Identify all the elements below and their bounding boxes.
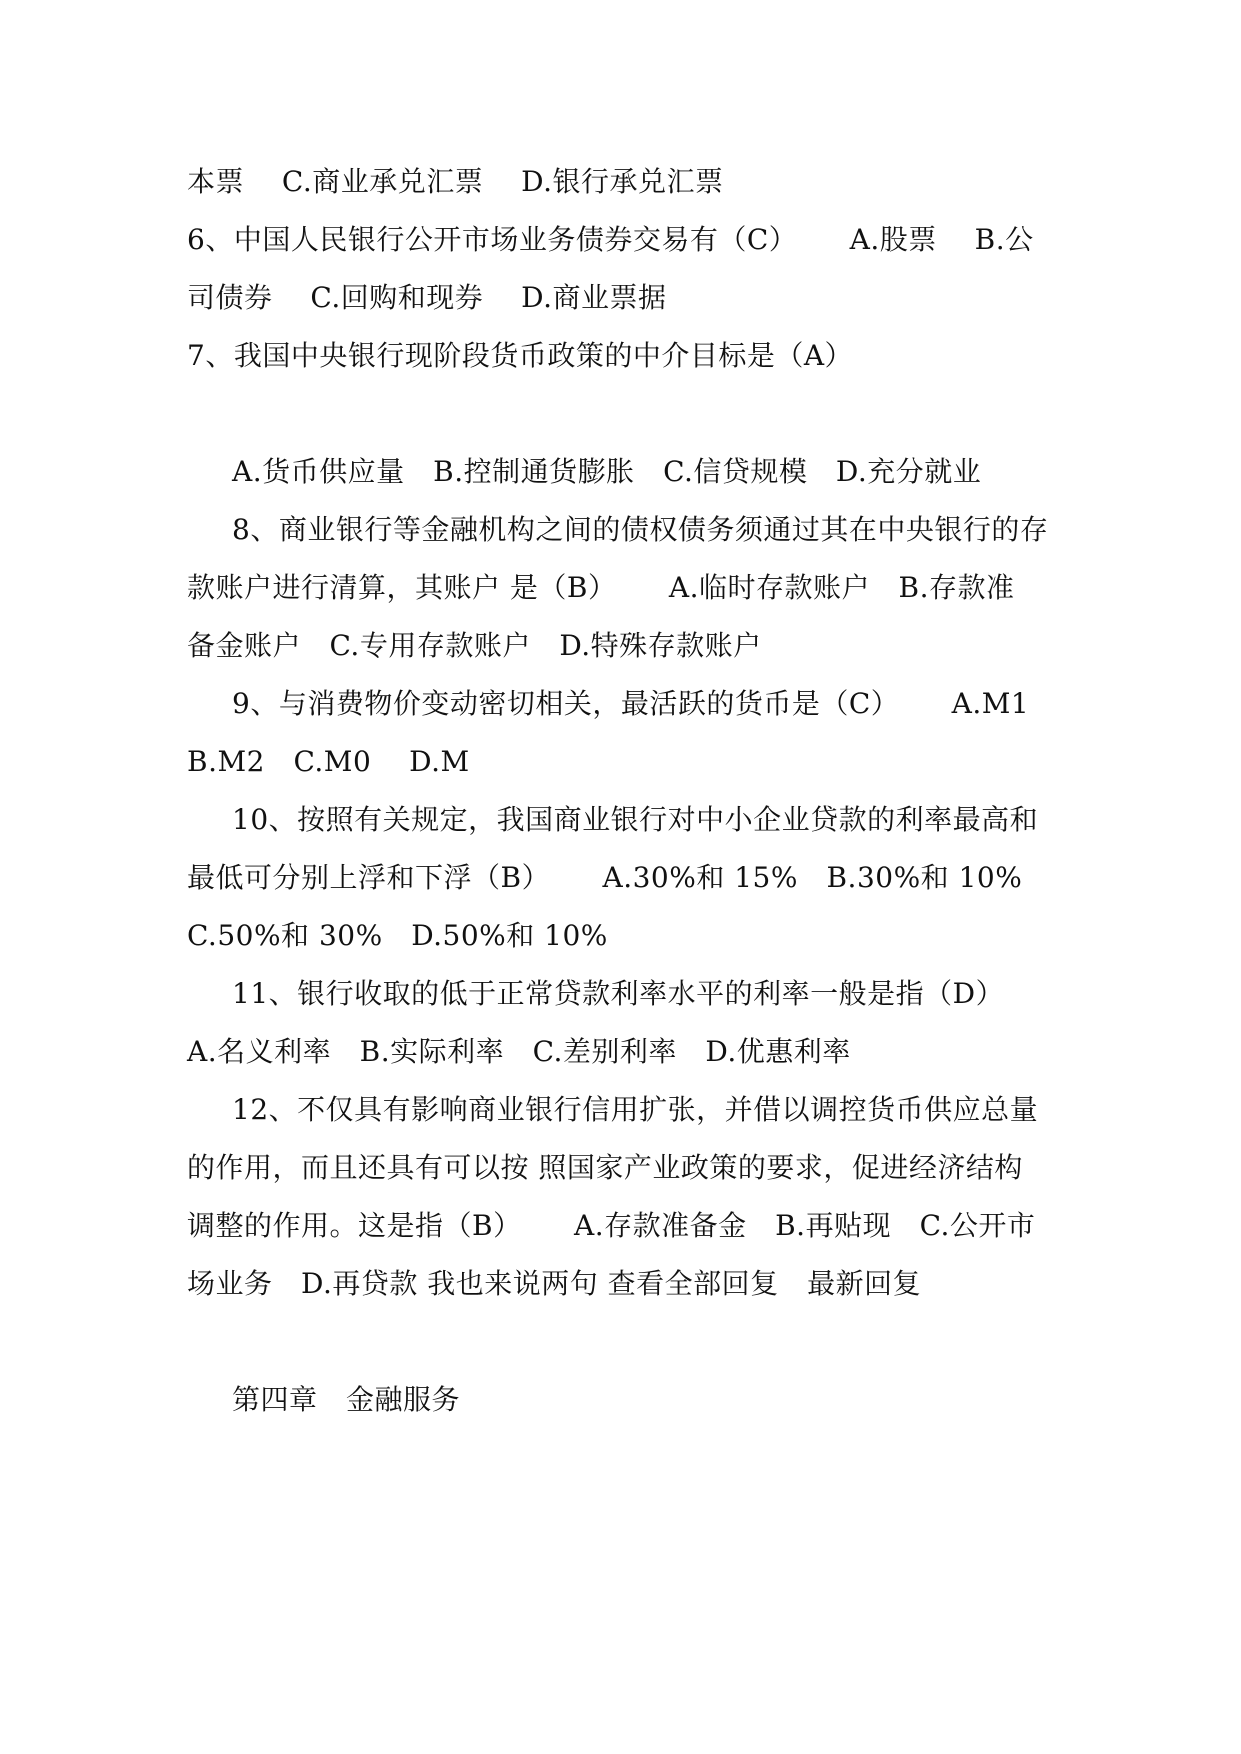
question-10: 10、按照有关规定，我国商业银行对中小企业贷款的利率最高和 (232, 803, 1039, 836)
question-12: 12、不仅具有影响商业银行信用扩张，并借以调控货币供应总量 (232, 1093, 1039, 1126)
question-7: 7、我国中央银行现阶段货币政策的中介目标是（A） (187, 339, 854, 372)
text-line: 的作用，而且还具有可以按 照国家产业政策的要求，促进经济结构 (187, 1151, 1023, 1184)
question-6: 6、中国人民银行公开市场业务债券交易有（C） A.股票 B.公 (187, 223, 1034, 256)
text-line: A.名义利率 B.实际利率 C.差别利率 D.优惠利率 (187, 1035, 851, 1068)
text-line: 备金账户 C.专用存款账户 D.特殊存款账户 (187, 629, 762, 662)
chapter-heading: 第四章 金融服务 (232, 1383, 461, 1416)
text-line: B.M2 C.M0 D.M (187, 745, 470, 778)
text-line: 场业务 D.再贷款 我也来说两句 查看全部回复 最新回复 (187, 1267, 922, 1300)
text-line: 本票 C.商业承兑汇票 D.银行承兑汇票 (187, 165, 724, 198)
question-8: 8、商业银行等金融机构之间的债权债务须通过其在中央银行的存 (232, 513, 1049, 546)
question-9: 9、与消费物价变动密切相关，最活跃的货币是（C） A.M1 (232, 687, 1030, 720)
question-7-options: A.货币供应量 B.控制通货膨胀 C.信贷规模 D.充分就业 (232, 455, 982, 488)
question-11: 11、银行收取的低于正常贷款利率水平的利率一般是指（D） (232, 977, 1005, 1010)
text-line: 司债券 C.回购和现券 D.商业票据 (187, 281, 667, 314)
text-line: C.50%和 30% D.50%和 10% (187, 919, 608, 952)
text-line: 最低可分别上浮和下浮（B） A.30%和 15% B.30%和 10% (187, 861, 1023, 894)
text-line: 调整的作用。这是指（B） A.存款准备金 B.再贴现 C.公开市 (187, 1209, 1036, 1242)
text-line: 款账户进行清算，其账户 是（B） A.临时存款账户 B.存款准 (187, 571, 1015, 604)
